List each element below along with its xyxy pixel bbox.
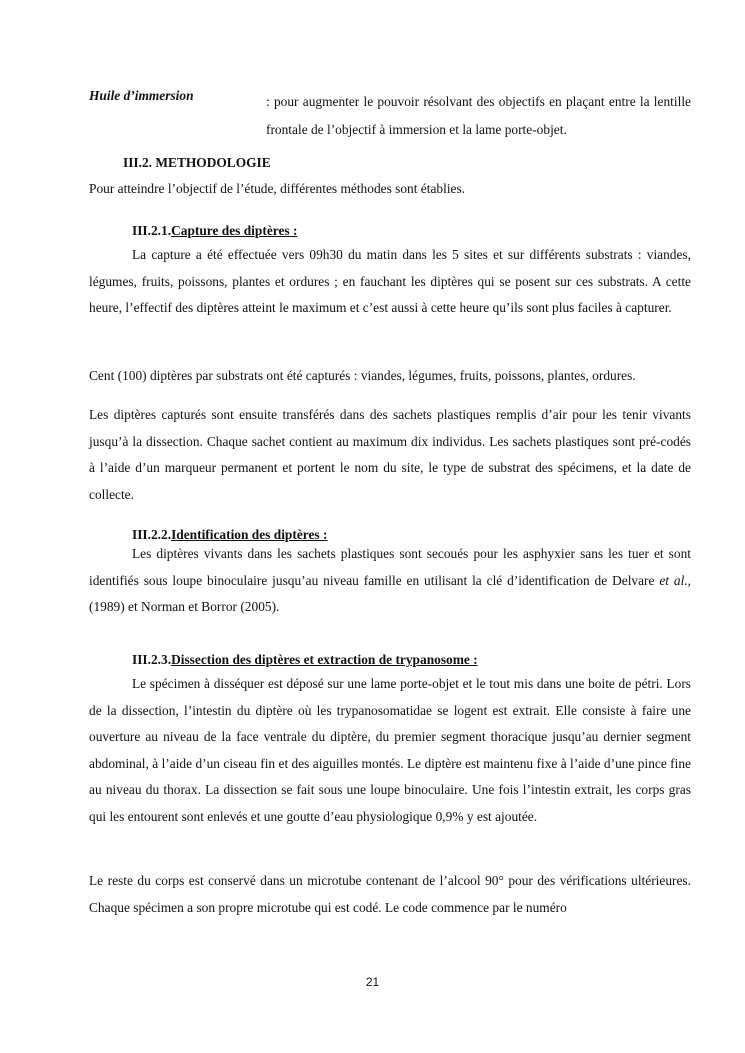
paragraph: Le spécimen à disséquer est déposé sur une lame porte-objet et le tout mis dans une boite de pétri. Lors de la dissection, l’intestin du diptère où les trypanosomatidae se logent est extrait. Elle consiste à faire une ouverture au niveau de la face ventrale du diptère, du premier segment thoracique jusqu’au dernier segment abdominal, à l’aide d’un ciseau fin et des aiguilles montés. Le diptère est maintenu fixe à l’aide d’une pince fine au niveau du thorax. La dissection se fait sous une loupe binoculaire. Une fois l’intestin extrait, les corps gras qui les entourent sont enlevés et une goutte d’eau physiologique 0,9% y est ajoutée. bbox=[89, 676, 691, 824]
subsection-heading-dissection bbox=[132, 652, 478, 668]
paragraph: La capture a été effectuée vers 09h30 du matin dans les 5 sites et sur différents substrats : viandes, légumes, fruits, poissons, plantes et ordures ; en fauchant les diptères qui se posent sur ces substrats. A cette heure, l’effectif des diptères atteint le maximum et c’est aussi à cette heure qu’ils sont plus faciles à capturer. bbox=[89, 247, 691, 315]
page-number: 21 bbox=[365, 975, 380, 989]
capture-count-text bbox=[89, 363, 691, 390]
capture-text bbox=[89, 242, 691, 322]
section-intro: Pour atteindre l’objectif de l’étude, différentes méthodes sont établies. bbox=[89, 181, 466, 196]
paragraph: Les diptères capturés sont ensuite transférés dans des sachets plastiques remplis d’air pour les tenir vivants jusqu’à la dissection. Chaque sachet contient au maximum dix individus. Les sachets plastiques sont pré-codés à l’aide d’un marqueur permanent et portent le nom du site, le type de substrat des spécimens, et la date de collecte. bbox=[89, 407, 691, 502]
text-run: (1989) et Norman et Borror (2005). bbox=[89, 599, 280, 614]
section-heading: III.2. METHODOLOGIE bbox=[123, 155, 271, 170]
subsection-heading-capture bbox=[132, 223, 297, 239]
text-italic: et al., bbox=[659, 572, 692, 588]
paragraph: Cent (100) diptères par substrats ont été capturés : viandes, légumes, fruits, poissons, plantes, ordures. bbox=[89, 368, 636, 383]
capture-transfer-text bbox=[89, 402, 691, 508]
paragraph: Le reste du corps est conservé dans un microtube contenant de l’alcool 90° pour des vérifications ultérieures. Chaque spécimen a son propre microtube qui est codé. Le code commence par le numéro bbox=[89, 873, 691, 915]
dissection-continuation-text bbox=[89, 868, 691, 921]
paragraph bbox=[89, 541, 691, 621]
subsection-number: III.2.1. bbox=[132, 223, 172, 238]
subsection-title: Capture des diptères : bbox=[171, 223, 298, 238]
subsection-number: III.2.3. bbox=[132, 652, 172, 667]
text-run: Les diptères vivants dans les sachets plastiques sont secoués pour les asphyxier sans les tuer et sont identifiés sous loupe binoculaire jusqu’au niveau famille en utilisant la clé d’identification de Delvare bbox=[89, 546, 691, 588]
identification-text bbox=[89, 541, 691, 621]
subsection-number: III.2.2. bbox=[132, 527, 172, 542]
term-definition: : pour augmenter le pouvoir résolvant des objectifs en plaçant entre la lentille frontale de l’objectif à immersion et la lame porte-objet. bbox=[266, 94, 691, 137]
subsection-title: Identification des diptères : bbox=[171, 527, 328, 542]
term-label: Huile d’immersion bbox=[89, 88, 194, 103]
subsection-title: Dissection des diptères et extraction de trypanosome : bbox=[171, 652, 478, 667]
dissection-text bbox=[89, 671, 691, 830]
